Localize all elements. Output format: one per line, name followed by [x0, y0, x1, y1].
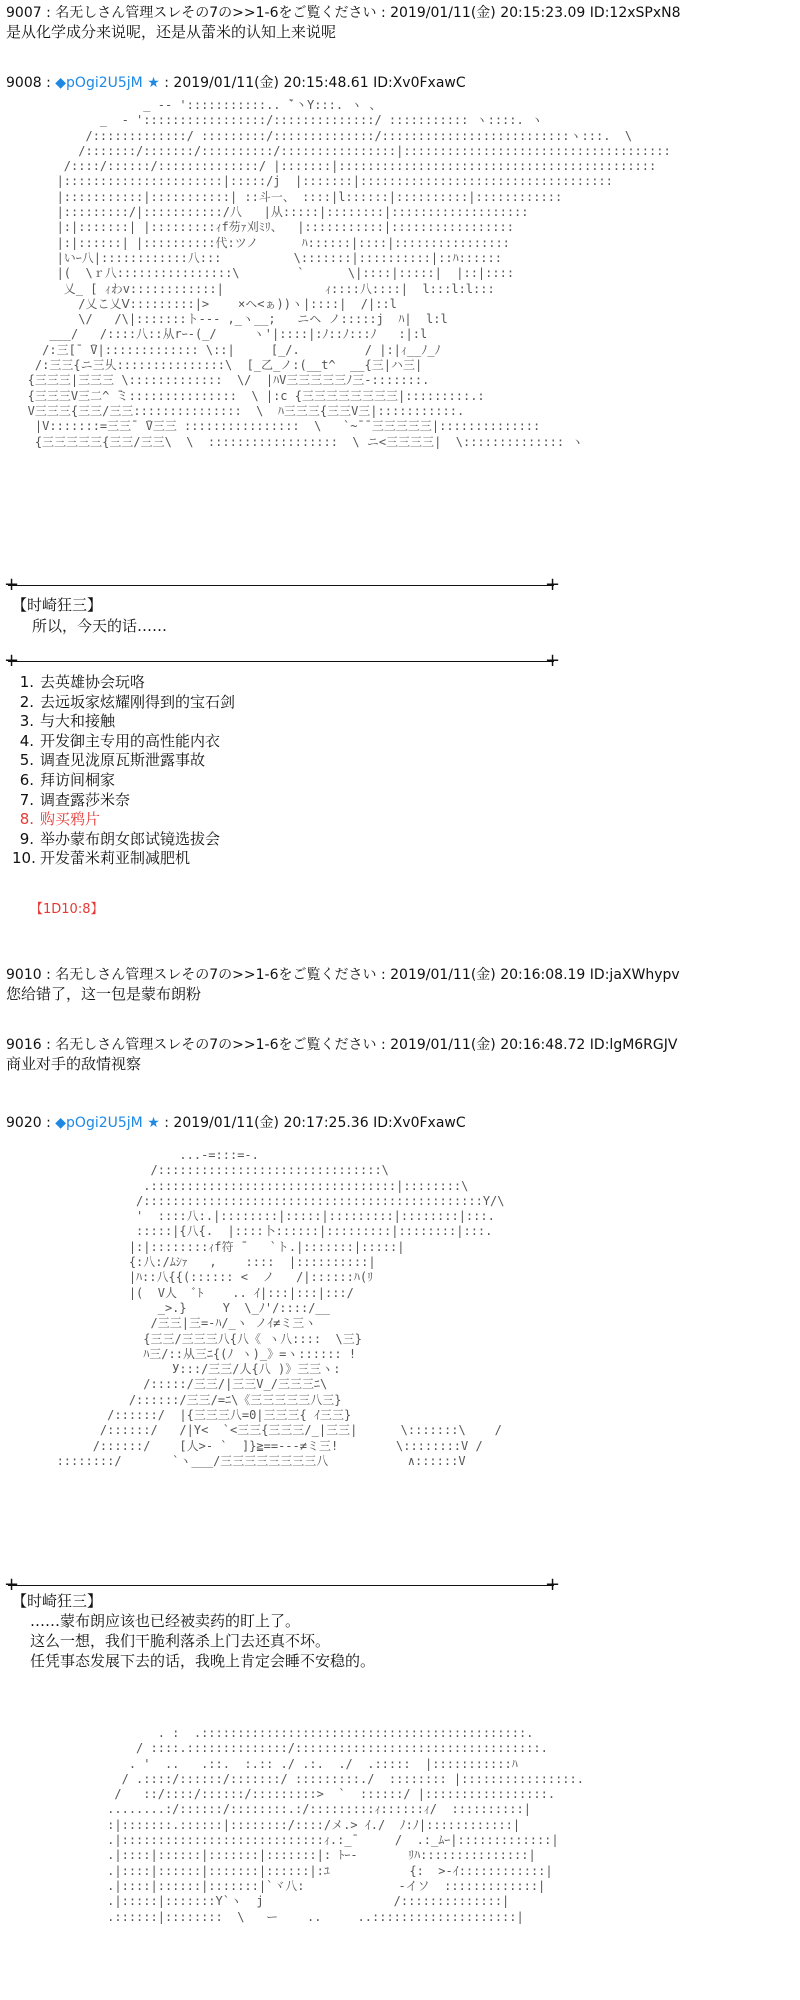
choice-number: 2.: [19, 692, 34, 711]
post-9016: [6, 1036, 792, 1074]
poster-name: 名无しさん管理スレその7の>>1-6をご覧ください: [55, 5, 377, 21]
choice-number: 8.: [19, 810, 34, 829]
post-header: 9010 : 名无しさん管理スレその7の>>1-6をご覧ください : 2019/01/11(金) 20:16:08.19 ID:jaXWhypv: [6, 967, 680, 983]
poster-id[interactable]: ID:Xv0FxawC: [373, 1115, 466, 1131]
choice-number: 10.: [12, 849, 36, 868]
post-date: 2019/01/11(金) 20:15:48.61: [173, 75, 369, 91]
post-body: 您给错了，这一包是蒙布朗粉: [6, 985, 202, 1003]
choice-item: [12, 830, 235, 850]
post-body: 商业对手的敌情视察: [6, 1055, 142, 1073]
choice-item: [12, 791, 235, 811]
dialog-line: 所以，今天的话……: [32, 617, 168, 635]
cross-marker: +: [545, 650, 561, 671]
speaker-label: 【时崎狂三】: [12, 1592, 103, 1610]
choice-item: [12, 751, 235, 771]
dialog-line: ……蒙布朗应该也已经被卖药的盯上了。: [30, 1612, 301, 1630]
poster-id[interactable]: ID:lgM6RGJV: [589, 1037, 678, 1053]
post-header: 9007 : 名无しさん管理スレその7の>>1-6をご覧ください : 2019/01/11(金) 20:15:23.09 ID:12xSPxN8: [6, 5, 681, 21]
poster-id[interactable]: ID:12xSPxN8: [589, 5, 681, 21]
tripcode: pOgi2U5jM: [66, 75, 143, 91]
post-9010: [6, 966, 792, 1004]
ascii-art-kurumi-3: . : .:::::::::::::::::::::::::::::::::::::::::::::. / ::::.::::::::::::::/::::::::::::::::::::::::::::::::::. . ' .. .::. :.:: ./ .:. ./ .::::: |:::::::::::ﾊ / .::::/::::::/:::::::/ :::::::::./ :::::::: |::::::::::::::::. / ::/::::/::::::/:::::::::> ` ::::::/ |:::::::::::::::::. ........:/::::::/::::::::.:/:::::::::ｨ::::::ｨ/ ::::::::::| :|:::::::.::::::|::::::::/::::/メ.> ｲ./ ﾉ:ﾉ|::::::::::::| .|::::::::::::::::::::::::::::ｨ.:_¯ / .:_ﾑｰ|:::::::::::::| .|::::|::::::|:::::::|:::::::|: ﾄｰ‐ ﾘﾊ:::::::::::::::| .|::::|::::::|:::::::|::::::|:ﾕ {: >‐ｲ::::::::::::| .|::::|::::::|:::::::|`ヾ八: ‐イソ :::::::::::::| .|:::::|:::::::Y`ヽ j /::::::::::::::| .::::::|:::::::: \ ー .. ..::::::::::::::::::::|: [107, 1726, 584, 1924]
post-number[interactable]: 9008: [6, 75, 42, 91]
post-body: 是从化学成分来说呢，还是从蕾米的认知上来说呢: [6, 23, 337, 41]
choice-item: [12, 712, 235, 732]
post-number[interactable]: 9010: [6, 967, 42, 983]
post-date: 2019/01/11(金) 20:15:23.09: [390, 5, 586, 21]
choice-text: 购买鸦片: [40, 810, 101, 829]
post-header: 9020 : ◆pOgi2U5jM ★ : 2019/01/11(金) 20:17:25.36 ID:Xv0FxawC: [6, 1115, 466, 1131]
choice-number: 4.: [19, 731, 34, 750]
dialog-line: 任凭事态发展下去的话，我晚上肯定会睡不安稳的。: [30, 1652, 376, 1670]
post-number[interactable]: 9007: [6, 5, 42, 21]
post-9008: [6, 74, 792, 92]
poster-name: 名无しさん管理スレその7の>>1-6をご覧ください: [55, 1037, 377, 1053]
divider-line: [8, 661, 554, 662]
choice-text: 开发蕾米莉亚制减肥机: [40, 849, 191, 868]
post-9020: [6, 1114, 792, 1132]
star-icon: ★: [147, 75, 160, 91]
choice-text: 举办蒙布朗女郎试镜选拔会: [40, 829, 221, 848]
choice-list: [12, 673, 235, 869]
cross-marker: +: [545, 1574, 561, 1595]
divider-line: [8, 585, 554, 586]
choice-text: 拜访间桐家: [40, 770, 116, 789]
choice-item: [12, 771, 235, 791]
cross-marker: +: [545, 574, 561, 595]
cross-marker: +: [4, 650, 20, 671]
speaker-label: 【时崎狂三】: [12, 596, 103, 614]
post-9007: [6, 4, 792, 42]
choice-number: 3.: [19, 712, 34, 731]
post-date: 2019/01/11(金) 20:17:25.36: [173, 1115, 369, 1131]
choice-number: 5.: [19, 751, 34, 770]
post-date: 2019/01/11(金) 20:16:08.19: [390, 967, 586, 983]
poster-id[interactable]: ID:Xv0FxawC: [373, 75, 466, 91]
choice-text: 与大和接触: [40, 712, 116, 731]
cross-marker: +: [4, 1574, 20, 1595]
post-header: 9008 : ◆pOgi2U5jM ★ : 2019/01/11(金) 20:15:48.61 ID:Xv0FxawC: [6, 75, 466, 91]
choice-item: [12, 810, 235, 830]
choice-number: 9.: [19, 829, 34, 848]
choice-number: 7.: [19, 790, 34, 809]
choice-number: 1.: [19, 673, 34, 691]
trip-diamond-icon: ◆: [55, 1115, 67, 1131]
star-icon: ★: [147, 1115, 160, 1131]
choice-text: 去英雄协会玩咯: [40, 673, 146, 691]
trip-diamond-icon: ◆: [55, 75, 67, 91]
choice-item: [12, 849, 235, 869]
post-number[interactable]: 9016: [6, 1037, 42, 1053]
choice-text: 调查露莎米奈: [40, 790, 131, 809]
post-date: 2019/01/11(金) 20:16:48.72: [390, 1037, 586, 1053]
poster-id[interactable]: ID:jaXWhypv: [589, 967, 680, 983]
choice-number: 6.: [19, 770, 34, 789]
choice-item: [12, 693, 235, 713]
dialog-line: 这么一想，我们干脆利落杀上门去还真不坏。: [30, 1632, 331, 1650]
cross-marker: +: [4, 574, 20, 595]
post-number[interactable]: 9020: [6, 1115, 42, 1131]
choice-item: [12, 732, 235, 752]
poster-name: 名无しさん管理スレその7の>>1-6をご覧ください: [55, 967, 377, 983]
post-header: 9016 : 名无しさん管理スレその7の>>1-6をご覧ください : 2019/01/11(金) 20:16:48.72 ID:lgM6RGJV: [6, 1037, 678, 1053]
ascii-art-kurumi-2: ...-=:::=-. /:::::::::::::::::::::::::::::::\ .::::::::::::::::::::::::::::::::::|::::::::\ /:::::::::::::::::::::::::::::::::::::::::::::::Y/\ ' ::::八:.|::::::::|:::::|:::::::::|::::::::|:::. :::::|{八{. |::::卜::::::|:::::::::|::::::::|:::. |:|::::::::ｨf符 ̄¯ `ト.|:::::::|:::::| {:八:/ﾑｼｧ , :::: |::::::::::| |ﾊ::八{{(:::::: < ノ /|::::::ﾊ(ﾘ |( V人 ﾞﾄ .. ｲ|:::|:::|:::/ _>.} Y \_ﾉ'/::::/__ /三三|三=-ﾊ/_ヽ ノｲ≠ミ三ヽ {三三/三三三八{八《 ヽ八:::: \三} ﾊ三/::从三ﾆ{(ﾉ ヽ)_》=ヽ:::::: ! У:::/三三/人{八 )》三三ヽ: /:::::/三三/|三三V_/三三三ﾆ\ /::::::/三三/=ﾆ\《三三三三三八三} /::::::/ |{三三三八=0|三三三{ ｲ三三} /::::::/ /|Y< `<三三{三三三/_|三三| \:::::::\ / /::::::/ [人>‐ ` ]}≧==‐‐‐≠ミ三! \::::::::V / ::::::::/ `ヽ___/三三三三三三三三八 ∧::::::V: [56, 1148, 505, 1468]
choice-text: 调查见泷原瓦斯泄露事故: [40, 751, 206, 770]
choice-text: 去远坂家炫耀刚得到的宝石剑: [40, 692, 236, 711]
choice-item: [12, 673, 235, 693]
divider-line: [8, 1585, 554, 1586]
ascii-art-kurumi-1: _ -‐ ':::::::::::.. ̄`丶Y:::. ヽ 、 _ ‐ ':::::::::::::::::/::::::::::::::/ ::::::::::: ヽ::::. ヽ /:::::::::::::/ :::::::::/::::::::::::::/::::::::::::::::::::::::::ヽ:::. \ /:::::::/:::::::/::::::::::/::::::::::::::::|::::::::::::::::::::::::::::::::::::: /::::/::::::/::::::::::::::/ |:::::::|:::::::::::::::::::::::::::::::::::::::::::: |::::::::::::::::::::::|:::::/j |:::::::|::::::::::::::::::::::::::::::::::: |:::::::::::|:::::::::::| ::斗一、 ::::|l::::::|::::::::::|:::::::::::: |:::::::::/|:::::::::::/八 |从:::::|::::::::|::::::::::::::::::: |:|:::::::| |:::::::::ｨf芴ｧ刈ﾐﾘ、 |:::::::::::|::::::::::::::::: |:|::::::| |::::::::::代:ツノ ﾊ::::::|::::|:::::::::::::::: |いｰ八|::::::::::::八::: \:::::::|::::::::::|::ﾊ:::::: |( \ｒ八::::::::::::::::\ ` \|::::|:::::| |::|:::: 乂_ [ ｨわv::::::::::::| ｨ::::八::::| l:::l:l::: /乂こ乂Ⅴ:::::::::|> ×ヘ<ぁ))ヽ|::::| /|::l \/ /\|:::::::ト--‐ ,_ヽ__; ニヘ ノ:::::j ﾊ| l:l ___/ /::::八::从rｰ‐(_/ ヽ'|::::|:ﾉ::ﾉ:::ﾉ :|:l /:三[¯ ̄V|::::::::::::: \::| [_/. / |:|ｨ__ﾉ_ﾉ /:三三{ニ三乆:::::::::::::::\ [_乙_ノ:(__t^ __{三|ハ三| {三三三|三三三 \::::::::::::: \/ |ﾊV三三三三三ﾉ三‐:::::::. {三三三V三二^ ̄ミ::::::::::::::: \ |:c {三三三三三三三三|:::::::::.: V三三三{三三/三三::::::::::::::: \ ﾊ三三三{三三V三|:::::::::::. |V:::::::=三三¯ ̄V三三 :::::::::::::::: \ `~¯¯三三三三三|:::::::::::::: {三三三三三{三三/三三\ \ :::::::::::::::::: \ ニ<三三三三| \:::::::::::::: ヽ: [27, 98, 671, 449]
choice-text: 开发御主专用的高性能内衣: [40, 731, 221, 750]
tripcode: pOgi2U5jM: [66, 1115, 143, 1131]
dice-result: 【1D10:8】: [30, 902, 104, 917]
